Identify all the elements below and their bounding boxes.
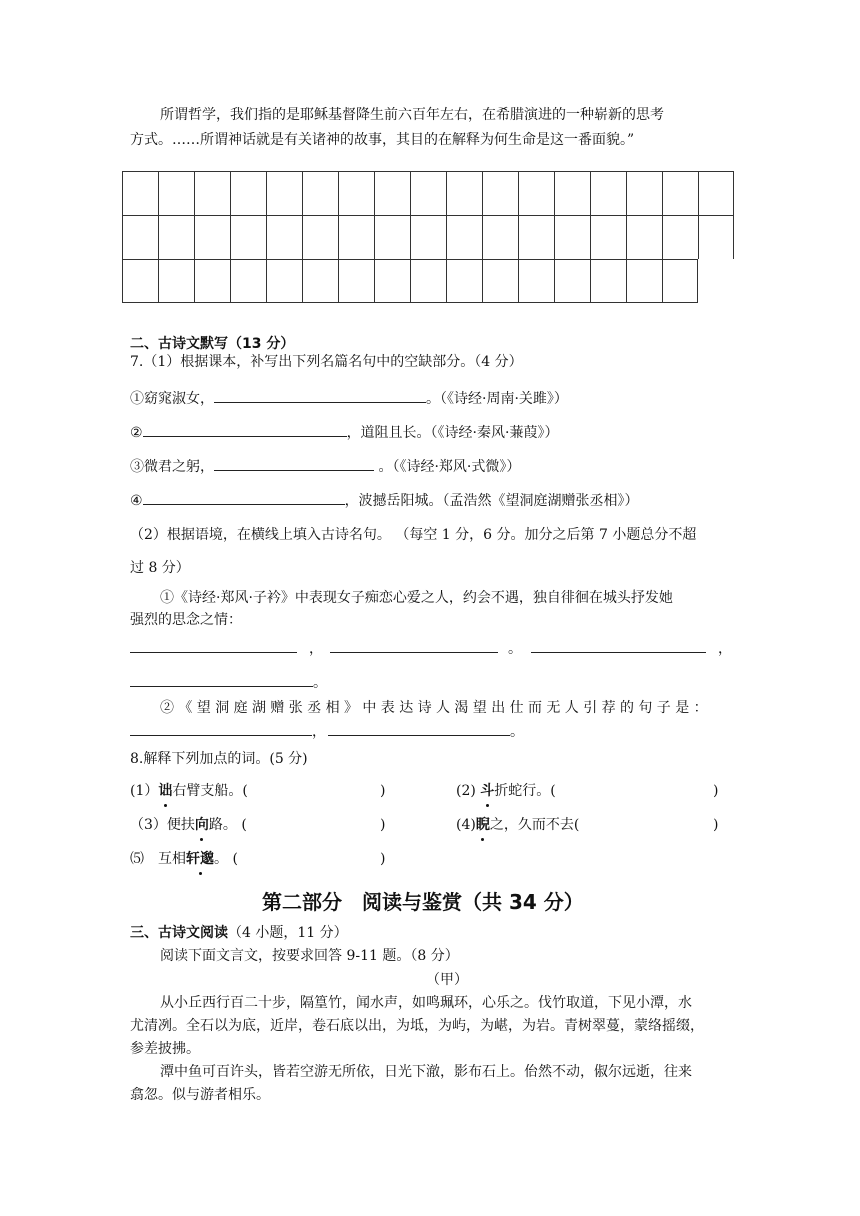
part-2-title: 第二部分 阅读与鉴赏（共 34 分） bbox=[262, 890, 584, 914]
q7-item-4 bbox=[130, 490, 639, 512]
q8-item-3-pre: （3）便扶 bbox=[130, 817, 195, 833]
q8-close-4: ) bbox=[713, 817, 719, 833]
q8-item-2-post: 折蛇行。( bbox=[494, 783, 556, 799]
grid-cell[interactable] bbox=[662, 215, 698, 259]
q7-item-2 bbox=[130, 422, 558, 444]
passage-para-1-line-1: 从小丘西行百二十步，隔篁竹，闻水声，如鸣珮环，心乐之。伐竹取道，下见小潭，水 bbox=[160, 995, 692, 1011]
answer-blank[interactable] bbox=[143, 422, 347, 437]
grid-cell[interactable] bbox=[410, 171, 446, 215]
grid-cell[interactable] bbox=[446, 259, 482, 303]
q7-sub1-line-1: ①《诗经·郑风·子衿》中表现女子痴恋心爱之人，约会不遇，独自徘徊在城头抒发她 bbox=[160, 590, 673, 606]
q8-heading: 8.解释下列加点的词。(5 分) bbox=[130, 751, 308, 767]
q7-item-1-pre: ①窈窕淑女， bbox=[130, 391, 214, 407]
passage-para-1-line-3: 参差披拂。 bbox=[130, 1041, 200, 1057]
grid-cell[interactable] bbox=[122, 259, 158, 303]
q8-close-1: ) bbox=[380, 783, 386, 799]
intro-line-1: 所谓哲学，我们指的是耶稣基督降生前六百年左右，在希腊演进的一种崭新的思考 bbox=[160, 107, 664, 123]
answer-blank[interactable] bbox=[330, 652, 498, 653]
grid-row-3 bbox=[122, 259, 734, 303]
grid-cell[interactable] bbox=[302, 259, 338, 303]
grid-cell[interactable] bbox=[554, 171, 590, 215]
grid-cell[interactable] bbox=[194, 171, 230, 215]
grid-cell[interactable] bbox=[482, 259, 518, 303]
answer-blank[interactable] bbox=[130, 686, 313, 687]
dotted-word: 诎 bbox=[158, 780, 172, 802]
passage-label: （甲） bbox=[426, 972, 468, 988]
section-2-title: 二、古诗文默写（13 分） bbox=[130, 336, 295, 352]
q7-item-3 bbox=[130, 456, 520, 478]
q7-item-3-post: 。（《诗经·郑风·式微》） bbox=[374, 459, 521, 475]
q8-item-4 bbox=[456, 814, 579, 836]
q7-sub1-line-2: 强烈的思念之情： bbox=[130, 612, 242, 628]
grid-cell[interactable] bbox=[410, 259, 446, 303]
grid-cell[interactable] bbox=[554, 259, 590, 303]
grid-cell[interactable] bbox=[518, 215, 554, 259]
grid-row-2 bbox=[122, 215, 734, 259]
grid-cell[interactable] bbox=[590, 259, 626, 303]
grid-cell[interactable] bbox=[302, 171, 338, 215]
grid-cell[interactable] bbox=[338, 259, 374, 303]
grid-cell[interactable] bbox=[446, 215, 482, 259]
answer-blank[interactable] bbox=[214, 388, 426, 403]
grid-cell[interactable] bbox=[590, 171, 626, 215]
section-3-title-text: 三、古诗文阅读 bbox=[130, 925, 228, 941]
q7-item-2-post: ，道阻且长。（《诗经·秦风·蒹葭》） bbox=[346, 425, 559, 441]
q8-item-5-post: 。 ( bbox=[214, 851, 238, 867]
grid-cell[interactable] bbox=[626, 215, 662, 259]
answer-blank[interactable] bbox=[531, 652, 706, 653]
grid-cell[interactable] bbox=[194, 215, 230, 259]
grid-cell[interactable] bbox=[626, 259, 662, 303]
section-3-title-note: （4 小题，11 分） bbox=[228, 925, 348, 941]
grid-cell[interactable] bbox=[698, 215, 734, 259]
q7-item-1-post: 。（《诗经·周南·关雎》） bbox=[426, 391, 568, 407]
dotted-word: 轩邈 bbox=[186, 848, 214, 870]
grid-cell[interactable] bbox=[590, 215, 626, 259]
dotted-word: 斗 bbox=[480, 780, 494, 802]
grid-cell[interactable] bbox=[626, 171, 662, 215]
grid-cell[interactable] bbox=[374, 215, 410, 259]
grid-cell[interactable] bbox=[266, 171, 302, 215]
q7-sub1-sep-1: ， bbox=[309, 641, 323, 657]
q7-sub2-text: ②《望洞庭湖赠张丞相》中表达诗人渴望出仕而无人引荐的句子是： bbox=[160, 700, 712, 716]
grid-cell[interactable] bbox=[230, 215, 266, 259]
q8-item-4-post: 之，久而不去( bbox=[489, 817, 580, 833]
grid-cell[interactable] bbox=[374, 259, 410, 303]
q7-sub1-end: 。 bbox=[313, 675, 327, 691]
answer-blank[interactable] bbox=[130, 652, 297, 653]
grid-cell[interactable] bbox=[338, 215, 374, 259]
grid-cell[interactable] bbox=[194, 259, 230, 303]
grid-cell[interactable] bbox=[482, 171, 518, 215]
grid-cell[interactable] bbox=[158, 171, 194, 215]
q8-item-2 bbox=[456, 780, 556, 802]
q8-item-1-post: 右臂支船。( bbox=[172, 783, 248, 799]
grid-cell[interactable] bbox=[662, 259, 698, 303]
grid-cell[interactable] bbox=[302, 215, 338, 259]
q8-close-3: ) bbox=[380, 817, 386, 833]
answer-blank[interactable] bbox=[143, 490, 345, 505]
answer-blank[interactable] bbox=[130, 735, 312, 736]
grid-cell[interactable] bbox=[698, 171, 734, 215]
grid-cell[interactable] bbox=[230, 259, 266, 303]
q7-sub2-sep: ， bbox=[312, 724, 326, 740]
grid-cell[interactable] bbox=[374, 171, 410, 215]
answer-blank[interactable] bbox=[328, 735, 510, 736]
q8-item-1-pre: (1） bbox=[130, 783, 159, 799]
passage-para-1-line-2: 尤清冽。全石以为底，近岸，卷石底以出，为坻，为屿，为嵁，为岩。青树翠蔓，蒙络摇缀， bbox=[130, 1018, 704, 1034]
q7-item-4-pre: ④ bbox=[130, 493, 143, 509]
q8-item-2-pre: (2) bbox=[456, 783, 481, 799]
q7-heading: 7.（1）根据课本，补写出下列名篇名句中的空缺部分。（4 分） bbox=[130, 354, 523, 370]
grid-cell[interactable] bbox=[266, 215, 302, 259]
q7-item-3-pre: ③微君之躬， bbox=[130, 459, 214, 475]
q8-item-3-post: 路。 ( bbox=[208, 817, 247, 833]
dotted-word: 睨 bbox=[476, 814, 490, 836]
q7-item-2-pre: ② bbox=[130, 425, 143, 441]
grid-cell[interactable] bbox=[518, 171, 554, 215]
grid-cell[interactable] bbox=[410, 215, 446, 259]
q8-item-1 bbox=[130, 780, 248, 802]
grid-row-1 bbox=[122, 171, 734, 215]
q8-item-4-pre: (4) bbox=[456, 817, 476, 833]
grid-cell[interactable] bbox=[518, 259, 554, 303]
q7-part2-line-2: 过 8 分） bbox=[130, 560, 190, 576]
grid-cell[interactable] bbox=[122, 215, 158, 259]
grid-cell[interactable] bbox=[554, 215, 590, 259]
q7-sub1-sep-3: ， bbox=[718, 641, 732, 657]
passage-para-2-line-1: 潭中鱼可百许头，皆若空游无所依，日光下澈，影布石上。佁然不动，俶尔远逝，往来 bbox=[160, 1064, 692, 1080]
q8-item-5-pre: ⑸ 互相 bbox=[130, 851, 186, 867]
grid-cell[interactable] bbox=[158, 215, 194, 259]
passage-para-2-line-2: 翕忽。似与游者相乐。 bbox=[130, 1087, 270, 1103]
q7-sub1-sep-2: 。 bbox=[508, 641, 522, 657]
grid-cell[interactable] bbox=[158, 259, 194, 303]
section-3-title bbox=[130, 922, 348, 944]
q7-item-4-post: ，波撼岳阳城。（孟浩然《望洞庭湖赠张丞相》） bbox=[344, 493, 639, 509]
grid-cell[interactable] bbox=[338, 171, 374, 215]
section-3-instruction: 阅读下面文言文，按要求回答 9-11 题。（8 分） bbox=[160, 948, 459, 964]
answer-blank[interactable] bbox=[214, 456, 374, 471]
q8-item-5 bbox=[130, 848, 238, 870]
q8-close-5: ) bbox=[380, 851, 386, 867]
grid-cell[interactable] bbox=[446, 171, 482, 215]
writing-grid bbox=[122, 171, 734, 303]
q7-item-1 bbox=[130, 388, 568, 410]
q8-close-2: ) bbox=[713, 783, 719, 799]
q7-part2-line-1: （2）根据语境，在横线上填入古诗名句。 （每空 1 分，6 分。加分之后第 7 小题总分不超 bbox=[130, 527, 697, 543]
grid-cell[interactable] bbox=[482, 215, 518, 259]
q7-sub2-end: 。 bbox=[510, 724, 524, 740]
grid-cell[interactable] bbox=[266, 259, 302, 303]
intro-line-2: 方式。……所谓神话就是有关诸神的故事，其目的在解释为何生命是这一番面貌。” bbox=[130, 132, 635, 148]
dotted-word: 向 bbox=[195, 814, 209, 836]
q8-item-3 bbox=[130, 814, 247, 836]
grid-cell[interactable] bbox=[230, 171, 266, 215]
grid-cell[interactable] bbox=[122, 171, 158, 215]
grid-cell[interactable] bbox=[662, 171, 698, 215]
